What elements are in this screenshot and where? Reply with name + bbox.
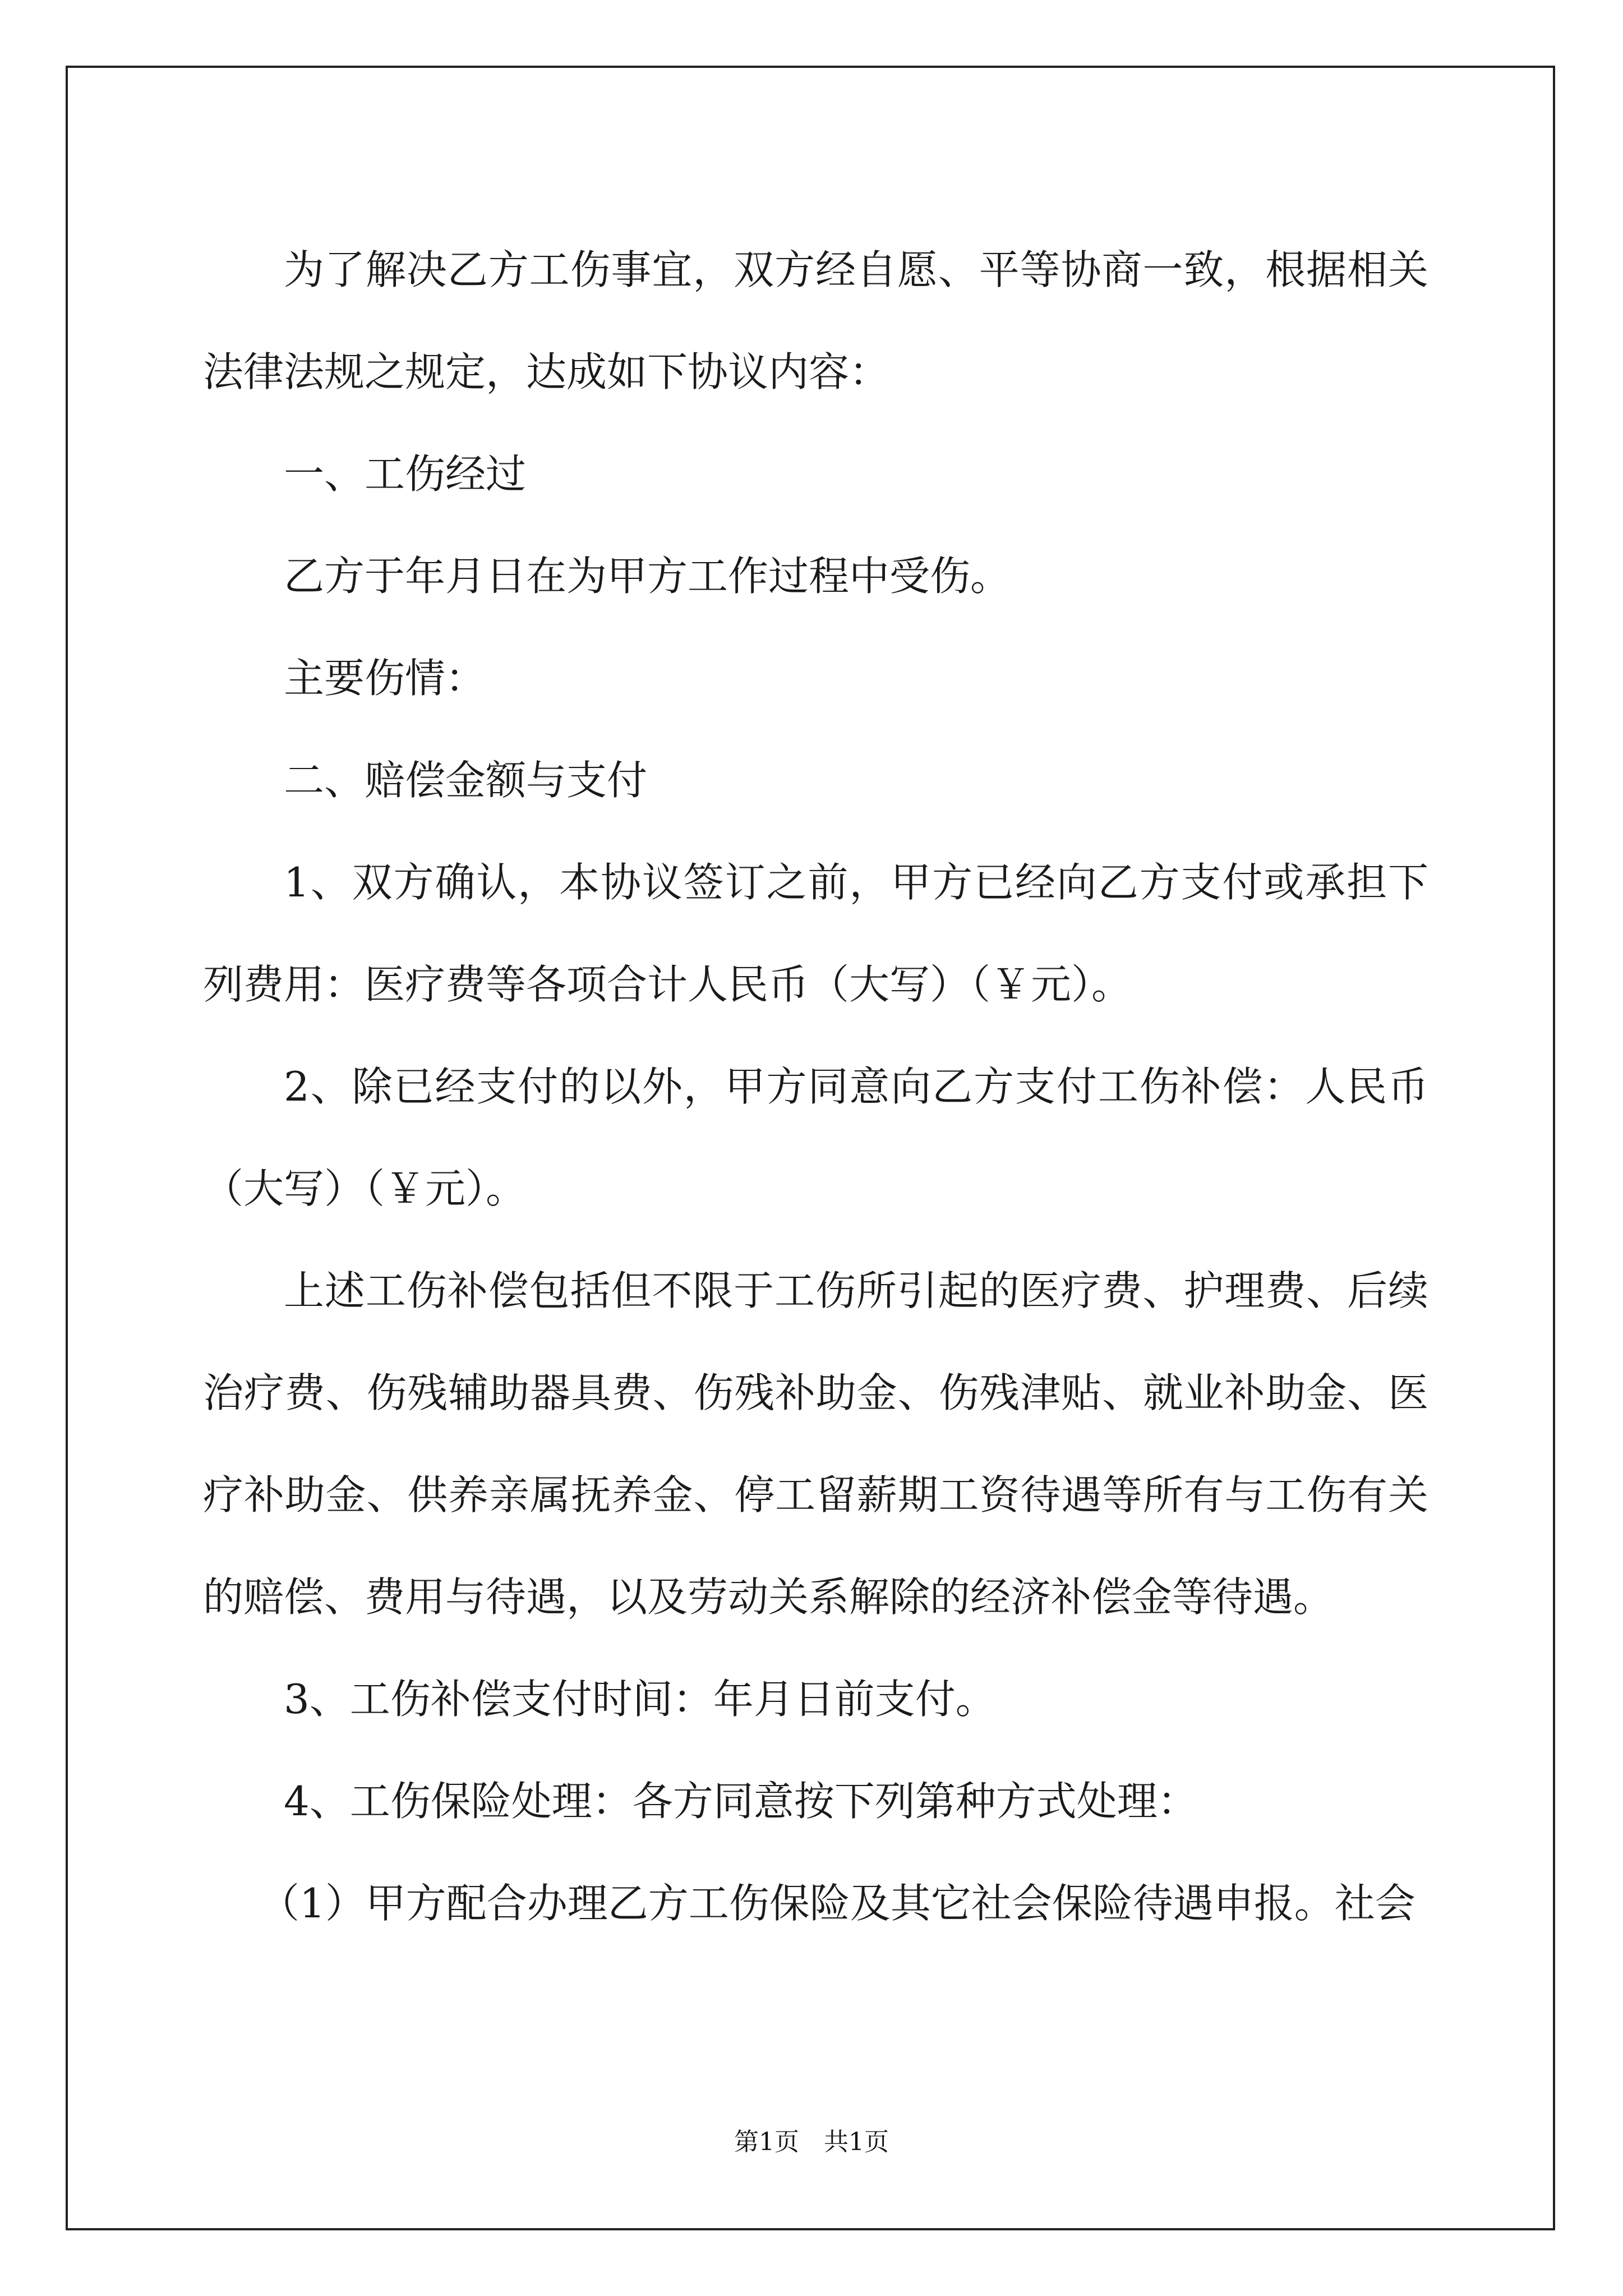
clause-2-compensation: 2、除已经支付的以外，甲方同意向乙方支付工伤补偿：人民币（大写）（￥元）。 [203,1063,1428,1212]
page-footer [0,2122,1623,2157]
page-number: 第1页 [734,2128,799,2156]
paragraph-compensation-scope: 上述工伤补偿包括但不限于工伤所引起的医疗费、护理费、后续治疗费、伤残辅助器具费、伤残补助金、伤残津贴、就业补助金、医疗补助金、供养亲属抚养金、停工留薪期工资待遇等所有与工伤有关的赔偿、费用与待遇，以及劳动关系解除的经济补偿金等待遇。 [203,1267,1428,1621]
page-total: 共1页 [824,2128,889,2156]
clause-3-payment-time: 3、工伤补偿支付时间：年月日前支付。 [284,1676,996,1723]
clause-4-option-1: （1）甲方配合办理乙方工伤保险及其它社会保险待遇申报。社会 [259,1880,1415,1927]
section-heading-injury: 一、工伤经过 [284,450,527,498]
paragraph-intro: 为了解决乙方工伤事宜，双方经自愿、平等协商一致，根据相关法律法规之规定，达成如下协议内容： [203,246,1428,395]
section-heading-compensation: 二、赔偿金额与支付 [284,757,648,804]
clause-1-paid-costs: 1、双方确认，本协议签订之前，甲方已经向乙方支付或承担下列费用：医疗费等各项合计人民币（大写）（￥元）。 [203,859,1428,1008]
paragraph-injury-date: 乙方于年月日在为甲方工作过程中受伤。 [284,553,1011,600]
document-body [203,219,1428,1954]
paragraph-injury-details: 主要伤情： [284,655,486,702]
clause-4-insurance: 4、工伤保险处理：各方同意按下列第种方式处理： [284,1778,1198,1825]
